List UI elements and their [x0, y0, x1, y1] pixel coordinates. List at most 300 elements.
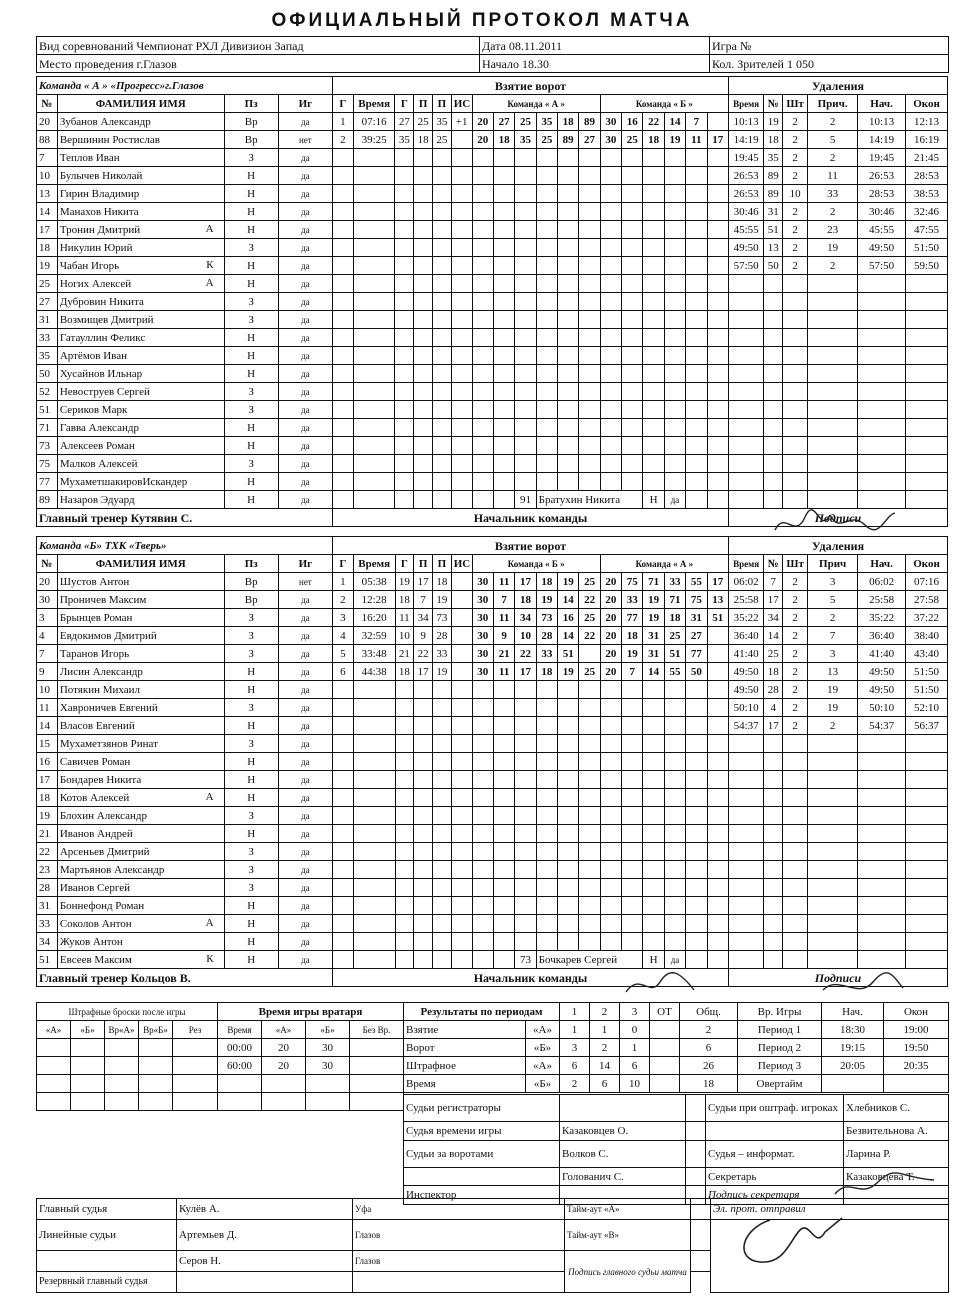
- player-number: 33: [37, 329, 58, 347]
- penalty-cell: 38:53: [906, 185, 948, 203]
- player-name: Жуков Антон: [59, 935, 123, 948]
- on-ice-player: 14: [643, 663, 664, 681]
- player-played: да: [278, 203, 332, 221]
- player-row: [37, 573, 948, 591]
- penalty-cell: 28:53: [858, 185, 906, 203]
- gk-col: «Б»: [306, 1021, 350, 1039]
- player-name: Потякин Михаил: [59, 683, 141, 696]
- player-name-cell: [57, 789, 224, 807]
- player-name: Хавроничев Евгений: [59, 701, 158, 714]
- on-ice-player: 30: [600, 113, 621, 131]
- player-name-cell: [57, 383, 224, 401]
- player-number: 23: [37, 861, 58, 879]
- extra-player-number: 91: [515, 491, 536, 509]
- player-name: Соколов Антон: [59, 917, 132, 930]
- result-value: 1: [560, 1021, 590, 1039]
- col-team-on-ice: Команда « А »: [600, 555, 728, 573]
- player-row: [37, 645, 948, 663]
- on-ice-player: 51: [664, 645, 685, 663]
- official-name: Волков С.: [560, 1141, 686, 1168]
- goal-number: 2: [332, 131, 353, 149]
- player-position: З: [224, 645, 278, 663]
- player-row: [37, 843, 948, 861]
- player-number: 7: [37, 149, 58, 167]
- player-position: З: [224, 401, 278, 419]
- on-ice-player: 17: [707, 131, 728, 149]
- penalty-cell: 26:53: [858, 167, 906, 185]
- player-name: Манахов Никита: [59, 205, 139, 218]
- on-ice-player: 55: [686, 573, 707, 591]
- player-name-cell: [57, 771, 224, 789]
- referee-name: Артемьев Д.: [177, 1220, 353, 1251]
- player-name: Тронин Дмитрий: [59, 223, 141, 236]
- player-name-cell: [57, 591, 224, 609]
- col-p-num: №: [764, 555, 783, 573]
- col-p-start: Нач.: [858, 555, 906, 573]
- player-row: [37, 591, 948, 609]
- period-end: 19:50: [884, 1039, 949, 1057]
- goal-assist-2: 73: [433, 609, 452, 627]
- col-is: ИС: [451, 555, 472, 573]
- player-number: 19: [37, 257, 58, 275]
- player-name-cell: [57, 167, 224, 185]
- player-number: 13: [37, 185, 58, 203]
- player-number: 51: [37, 401, 58, 419]
- player-number: 21: [37, 825, 58, 843]
- player-row: [37, 473, 948, 491]
- goal-time: 33:48: [353, 645, 395, 663]
- goal-strength: [451, 131, 472, 149]
- penalty-cell: 50:10: [858, 699, 906, 717]
- goal-assist-2: 19: [433, 663, 452, 681]
- player-position: Н: [224, 771, 278, 789]
- goals-title: Взятие ворот: [332, 537, 728, 555]
- player-name-cell: [57, 203, 224, 221]
- official-label: Секретарь: [706, 1168, 844, 1186]
- goal-number: 2: [332, 591, 353, 609]
- goal-scorer: 21: [395, 645, 414, 663]
- result-value: 6: [620, 1057, 650, 1075]
- competition: Вид соревнований Чемпионат РХЛ Дивизион Запад: [37, 37, 480, 55]
- col-p-min: Шт: [783, 95, 808, 113]
- player-row: [37, 825, 948, 843]
- player-number: 17: [37, 771, 58, 789]
- penalty-cell: 25: [764, 645, 783, 663]
- referee-city: Глазов: [353, 1220, 565, 1251]
- on-ice-player: 17: [515, 573, 536, 591]
- on-ice-player: 30: [472, 591, 493, 609]
- player-number: 51: [37, 951, 58, 969]
- official-label: Судья – информат.: [706, 1141, 844, 1168]
- penalty-cell: 37:22: [906, 609, 948, 627]
- player-position: Н: [224, 221, 278, 239]
- on-ice-player: 30: [472, 573, 493, 591]
- result-total: 6: [680, 1039, 738, 1057]
- on-ice-player: 20: [600, 627, 621, 645]
- result-value: 6: [560, 1057, 590, 1075]
- player-name: Гатауллин Феликс: [59, 331, 146, 344]
- on-ice-player: 11: [493, 663, 514, 681]
- on-ice-player: 25: [515, 113, 536, 131]
- official-name: Хлебников С.: [844, 1095, 949, 1122]
- on-ice-player: 20: [472, 131, 493, 149]
- player-row: [37, 347, 948, 365]
- player-played: да: [278, 473, 332, 491]
- player-row: [37, 951, 948, 969]
- player-position: Н: [224, 717, 278, 735]
- penalty-cell: 32:46: [906, 203, 948, 221]
- col-is: ИС: [451, 95, 472, 113]
- col-p-reason: Прич.: [808, 95, 858, 113]
- vr-label: Вр. Игры: [738, 1003, 822, 1021]
- player-name-cell: [57, 275, 224, 293]
- on-ice-player: 89: [579, 113, 600, 131]
- goal-scorer: 18: [395, 663, 414, 681]
- gk-cell: [350, 1057, 404, 1075]
- penalty-cell: 2: [783, 627, 808, 645]
- player-name: Савичев Роман: [59, 755, 131, 768]
- player-played: да: [278, 951, 332, 969]
- on-ice-player: 50: [686, 663, 707, 681]
- on-ice-player: 13: [707, 591, 728, 609]
- player-position: Вр: [224, 591, 278, 609]
- player-position: З: [224, 293, 278, 311]
- goal-time: 07:16: [353, 113, 395, 131]
- player-number: 11: [37, 699, 58, 717]
- penalty-cell: 19:45: [728, 149, 763, 167]
- on-ice-player: [579, 645, 600, 663]
- gk-col: Без Вр.: [350, 1021, 404, 1039]
- result-value: [650, 1021, 680, 1039]
- player-played: да: [278, 627, 332, 645]
- player-played: да: [278, 275, 332, 293]
- penalty-cell: 50: [764, 257, 783, 275]
- player-name-cell: [57, 473, 224, 491]
- on-ice-player: 17: [707, 573, 728, 591]
- extra-player-played: да: [664, 491, 685, 509]
- team-label: Команда « А » «Прогресс»г.Глазов: [37, 77, 333, 95]
- player-number: 17: [37, 221, 58, 239]
- penalty-cell: 59:50: [906, 257, 948, 275]
- player-played: да: [278, 113, 332, 131]
- teamA-table: [36, 76, 948, 527]
- on-ice-player: 30: [472, 645, 493, 663]
- period-num: 3: [620, 1003, 650, 1021]
- result-total: 18: [680, 1075, 738, 1093]
- player-played: да: [278, 239, 332, 257]
- player-name: Иванов Андрей: [59, 827, 133, 840]
- match-judge-signature-label: Подпись главного судьи матча: [565, 1251, 691, 1293]
- player-played: да: [278, 915, 332, 933]
- on-ice-player: 25: [536, 131, 557, 149]
- col-name: ФАМИЛИЯ ИМЯ: [57, 95, 224, 113]
- player-name: Ногих Алексей: [59, 277, 132, 290]
- player-name: Гирин Владимир: [59, 187, 140, 200]
- referee-city: [353, 1272, 565, 1293]
- penalty-cell: 89: [764, 185, 783, 203]
- signature-team-b: [818, 972, 908, 1002]
- player-row: [37, 149, 948, 167]
- on-ice-player: 33: [622, 591, 643, 609]
- extra-player-number: 73: [515, 951, 536, 969]
- player-name-cell: [57, 951, 224, 969]
- player-name: Арсеньев Дмитрий: [59, 845, 150, 858]
- col-p-end: Окон: [906, 555, 948, 573]
- player-name: Вершинин Ростислав: [59, 133, 160, 146]
- player-position: Н: [224, 329, 278, 347]
- col-goal: Г: [395, 555, 414, 573]
- player-position: Вр: [224, 131, 278, 149]
- col-pass2: П: [432, 95, 451, 113]
- player-position: Вр: [224, 573, 278, 591]
- on-ice-player: 22: [515, 645, 536, 663]
- on-ice-player: 30: [600, 131, 621, 149]
- penalty-cell: 14: [764, 627, 783, 645]
- goal-assist-2: 35: [432, 113, 451, 131]
- signature-referee: [730, 1210, 850, 1270]
- penalty-cell: 28:53: [906, 167, 948, 185]
- player-played: да: [278, 771, 332, 789]
- player-played: да: [278, 329, 332, 347]
- penalty-cell: 3: [808, 645, 858, 663]
- penalty-cell: 2: [783, 113, 808, 131]
- player-name-cell: [57, 221, 224, 239]
- on-ice-player: 9: [493, 627, 514, 645]
- player-name: Проничев Максим: [59, 593, 147, 606]
- on-ice-player: 11: [493, 573, 514, 591]
- player-played: да: [278, 437, 332, 455]
- player-name: Никулин Юрий: [59, 241, 133, 254]
- player-position: З: [224, 609, 278, 627]
- player-played: да: [278, 221, 332, 239]
- penalty-cell: 2: [808, 203, 858, 221]
- penalty-cell: 19:45: [858, 149, 906, 167]
- start-time: Начало 18.30: [480, 55, 710, 73]
- gk-cell: 60:00: [218, 1057, 262, 1075]
- team-chief-label: Начальник команды: [332, 509, 728, 527]
- player-name: Алексеев Роман: [59, 439, 135, 452]
- penalty-cell: 10:13: [728, 113, 763, 131]
- on-ice-player: 25: [664, 627, 685, 645]
- on-ice-player: 19: [643, 591, 664, 609]
- player-number: 89: [37, 491, 58, 509]
- on-ice-player: 22: [643, 113, 664, 131]
- penalty-cell: 51:50: [906, 681, 948, 699]
- goal-scorer: 18: [395, 591, 414, 609]
- player-row: [37, 383, 948, 401]
- player-name-cell: [57, 735, 224, 753]
- goal-number: 5: [332, 645, 353, 663]
- player-row: [37, 419, 948, 437]
- goal-strength: [451, 573, 472, 591]
- player-position: З: [224, 807, 278, 825]
- player-position: З: [224, 627, 278, 645]
- player-played: да: [278, 861, 332, 879]
- ps-col: «Б»: [71, 1021, 105, 1039]
- goal-strength: +1: [451, 113, 472, 131]
- start-label: Нач.: [822, 1003, 884, 1021]
- col-pass: П: [414, 555, 433, 573]
- on-ice-player: 31: [643, 645, 664, 663]
- player-name: Евсеев Максим: [59, 953, 132, 966]
- goal-time: 16:20: [353, 609, 395, 627]
- col-g: Г: [332, 555, 353, 573]
- penalty-cell: 31: [764, 203, 783, 221]
- player-name-cell: [57, 663, 224, 681]
- player-name: Таранов Игорь: [59, 647, 130, 660]
- player-name: Теплов Иван: [59, 151, 120, 164]
- period-num: 1: [560, 1003, 590, 1021]
- col-team-on-ice: Команда « А »: [472, 95, 600, 113]
- player-number: 4: [37, 627, 58, 645]
- head-coach-label: Главный тренер: [39, 510, 128, 525]
- penalty-cell: 51:50: [906, 663, 948, 681]
- ps-col: Вр«Б»: [139, 1021, 173, 1039]
- on-ice-player: 51: [558, 645, 579, 663]
- player-number: 28: [37, 879, 58, 897]
- player-played: да: [278, 257, 332, 275]
- official-name: Голованич С.: [560, 1168, 686, 1186]
- penalty-cell: 2: [808, 609, 858, 627]
- penalty-cell: 89: [764, 167, 783, 185]
- totals-label: Общ.: [680, 1003, 738, 1021]
- col-num: №: [37, 555, 58, 573]
- player-played: нет: [278, 573, 332, 591]
- player-row: [37, 167, 948, 185]
- goal-assist-2: 28: [433, 627, 452, 645]
- goal-time: 05:38: [353, 573, 395, 591]
- player-number: 19: [37, 807, 58, 825]
- player-number: 34: [37, 933, 58, 951]
- official-label: Судья времени игры: [404, 1122, 560, 1141]
- goal-strength: [451, 645, 472, 663]
- player-played: да: [278, 933, 332, 951]
- penalty-cell: 49:50: [858, 681, 906, 699]
- player-name: Боннефонд Роман: [59, 899, 145, 912]
- period-num: ОТ: [650, 1003, 680, 1021]
- player-position: Н: [224, 347, 278, 365]
- penalty-shots-title: Штрафные броски после игры: [37, 1003, 218, 1021]
- on-ice-player: [707, 645, 728, 663]
- col-p-time: Время: [728, 555, 763, 573]
- on-ice-player: [707, 627, 728, 645]
- head-coach: [37, 509, 333, 527]
- player-position: Н: [224, 897, 278, 915]
- player-number: 50: [37, 365, 58, 383]
- on-ice-player: 34: [515, 609, 536, 627]
- col-pos: Пз: [224, 555, 278, 573]
- player-position: Н: [224, 681, 278, 699]
- penalty-cell: 2: [808, 113, 858, 131]
- player-name-cell: [57, 573, 224, 591]
- col-time: Время: [353, 95, 395, 113]
- periods-title: Результаты по периодам: [404, 1003, 560, 1021]
- on-ice-player: 18: [643, 131, 664, 149]
- spectators: Кол. Зрителей 1 050: [710, 55, 949, 73]
- player-number: 27: [37, 293, 58, 311]
- gk-cell: 30: [306, 1039, 350, 1057]
- goal-scorer: 10: [395, 627, 414, 645]
- extra-player-played: да: [664, 951, 685, 969]
- period-start: 20:05: [822, 1057, 884, 1075]
- player-row: [37, 735, 948, 753]
- penalty-cell: 5: [808, 131, 858, 149]
- gk-cell: [350, 1039, 404, 1057]
- player-name-cell: [57, 645, 224, 663]
- penalty-cell: 30:46: [858, 203, 906, 221]
- player-row: [37, 753, 948, 771]
- player-name-cell: [57, 825, 224, 843]
- penalty-cell: 49:50: [728, 239, 763, 257]
- on-ice-player: 14: [664, 113, 685, 131]
- player-number: 88: [37, 131, 58, 149]
- player-row: [37, 663, 948, 681]
- referee-city: Уфа: [353, 1199, 565, 1220]
- penalty-cell: 27:58: [906, 591, 948, 609]
- extra-player-position: Н: [643, 491, 664, 509]
- goal-time: 12:28: [353, 591, 395, 609]
- player-row: [37, 897, 948, 915]
- col-num: №: [37, 95, 58, 113]
- col-pass: П: [414, 95, 433, 113]
- penalty-cell: 7: [808, 627, 858, 645]
- goal-assist-1: 18: [414, 131, 433, 149]
- goal-assist-1: 25: [414, 113, 433, 131]
- penalty-cell: 35:22: [858, 609, 906, 627]
- player-name: Чабан Игорь: [59, 259, 120, 272]
- player-position: Н: [224, 491, 278, 509]
- player-position: З: [224, 735, 278, 753]
- timeout-a: Тайм-аут «А»: [565, 1199, 691, 1220]
- result-value: 10: [620, 1075, 650, 1093]
- player-number: 73: [37, 437, 58, 455]
- period-end: [884, 1075, 949, 1093]
- player-name-cell: [57, 491, 224, 509]
- venue: Место проведения г.Глазов: [37, 55, 480, 73]
- official-name: Безвительнова А.: [844, 1122, 949, 1141]
- penalty-cell: 2: [783, 167, 808, 185]
- player-name-cell: [57, 897, 224, 915]
- col-time: Время: [353, 555, 395, 573]
- on-ice-player: 20: [600, 591, 621, 609]
- period-name: Период 3: [738, 1057, 822, 1075]
- player-played: да: [278, 401, 332, 419]
- captain-mark: А: [205, 223, 214, 235]
- player-name-cell: [57, 843, 224, 861]
- penalty-cell: 13: [764, 239, 783, 257]
- referee-label: Резервный главный судья: [37, 1272, 177, 1293]
- player-name: Бондарев Никита: [59, 773, 142, 786]
- player-position: Н: [224, 167, 278, 185]
- player-name: Зубанов Александр: [59, 115, 151, 128]
- goal-number: 1: [332, 113, 353, 131]
- penalty-cell: 25:58: [728, 591, 763, 609]
- on-ice-player: 71: [643, 573, 664, 591]
- goal-assist-1: 22: [414, 645, 433, 663]
- player-position: Н: [224, 365, 278, 383]
- on-ice-player: 30: [472, 627, 493, 645]
- player-row: [37, 861, 948, 879]
- player-played: да: [278, 419, 332, 437]
- player-number: 77: [37, 473, 58, 491]
- official-label: Судьи при оштраф. игроках: [706, 1095, 844, 1122]
- on-ice-player: 77: [686, 645, 707, 663]
- penalty-cell: 18: [764, 663, 783, 681]
- player-row: [37, 933, 948, 951]
- gk-time-title: Время игры вратаря: [218, 1003, 404, 1021]
- penalty-cell: 2: [783, 609, 808, 627]
- extra-player-name: Братухин Никита: [536, 491, 643, 509]
